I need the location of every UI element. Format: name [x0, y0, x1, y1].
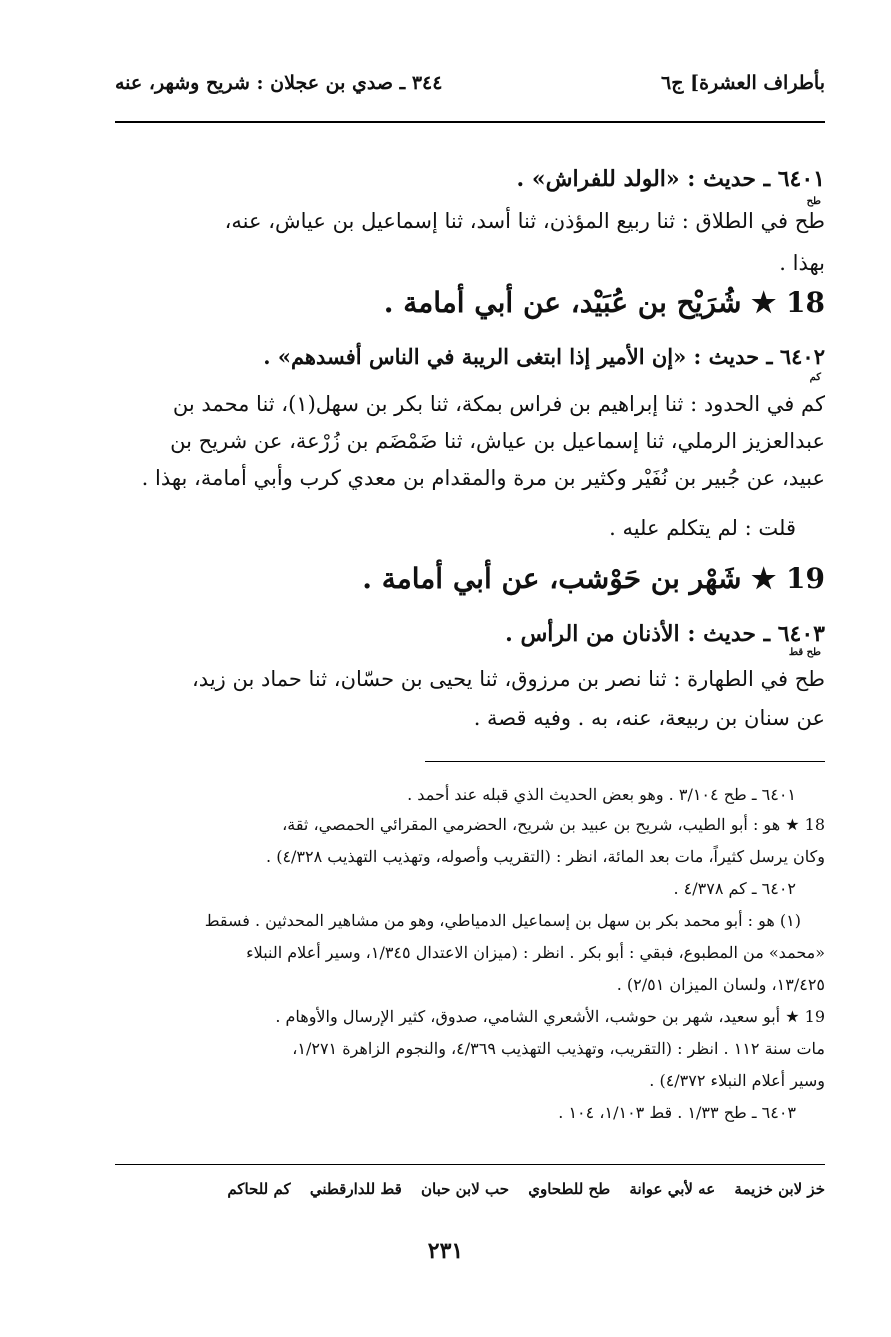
page-number: ٢٣١ — [427, 1238, 464, 1264]
narrator-19-heading: 19 ★ شَهْر بن حَوْشب، عن أبي أمامة . — [362, 562, 825, 595]
abbreviation-legend — [115, 1180, 825, 1198]
legend-abu-awanah: عه لأبي عوانة — [629, 1180, 716, 1198]
hadith-6403-symbol: طح قط — [788, 647, 821, 658]
hadith-6401-line-2: بهذا . — [779, 251, 825, 275]
legend-tahawi: طح للطحاوي — [528, 1180, 611, 1198]
hadith-6402-symbol: كم — [809, 372, 821, 383]
legend-ibn-hibban: حب لابن حبان — [421, 1180, 510, 1198]
running-header — [115, 72, 825, 112]
legend-rule — [115, 1164, 825, 1165]
legend-daraqutni: قط للدارقطني — [309, 1180, 402, 1198]
header-volume: بأطراف العشرة] ج٦ — [661, 72, 825, 94]
footnote-6401: ٦٤٠١ ـ طح ٣/١٠٤ . وهو بعض الحديث الذي قبله عند أحمد . — [407, 785, 796, 804]
footnote-18-line-2: وكان يرسل كثيراً، مات بعد المائة، انظر : (التقريب وأصوله، وتهذيب التهذيب ٤/٣٢٨) . — [266, 847, 825, 866]
footnote-1-line-1: (١) هو : أبو محمد بكر بن سهل بن إسماعيل الدمياطي، وهو من مشاهير المحدثين . فسقط — [204, 911, 801, 930]
legend-ibn-khuzaymah: خز لابن خزيمة — [734, 1180, 825, 1198]
footnote-6402: ٦٤٠٢ ـ كم ٤/٣٧٨ . — [673, 879, 796, 898]
footnote-19-line-1: 19 ★ أبو سعيد، شهر بن حوشب، الأشعري الشامي، صدوق، كثير الإرسال والأوهام . — [275, 1007, 825, 1026]
hadith-6402-line-1: كم في الحدود : ثنا إبراهيم بن فراس بمكة، ثنا بكر بن سهل(١)، ثنا محمد بن — [172, 392, 825, 416]
hadith-6403-line-1: طح في الطهارة : ثنا نصر بن مرزوق، ثنا يحيى بن حسّان، ثنا حماد بن زيد، — [192, 667, 825, 691]
hadith-6402-line-2: عبدالعزيز الرملي، ثنا إسماعيل بن عياش، ثنا ضَمْضَم بن زُرْعة، عن شريح بن — [170, 429, 825, 453]
footnote-1-line-2: «محمد» من المطبوع، فبقي : أبو بكر . انظر : (ميزان الاعتدال ١/٣٤٥، وسير أعلام النبلاء — [246, 943, 825, 962]
hadith-6402-line-3: عبيد، عن جُبير بن نُفَيْر وكثير بن مرة والمقدام بن معدي كرب وأبي أمامة، بهذا . — [141, 466, 825, 490]
hadith-6401-symbol: طح — [806, 196, 821, 207]
narrator-18-heading: 18 ★ شُرَيْح بن عُبَيْد، عن أبي أمامة . — [383, 286, 825, 319]
footnote-rule — [425, 761, 825, 762]
hadith-6403-line-2: عن سنان بن ربيعة، عنه، به . وفيه قصة . — [473, 706, 825, 730]
hadith-6401-title: ٦٤٠١ ـ حديث : «الولد للفراش» . — [516, 166, 825, 192]
footnote-18-line-1: 18 ★ هو : أبو الطيب، شريح بن عبيد بن شريح، الحضرمي المقرائي الحمصي، ثقة، — [282, 815, 825, 834]
footnote-19-line-3: وسير أعلام النبلاء ٤/٣٧٢) . — [649, 1071, 825, 1090]
legend-hakim: كم للحاكم — [227, 1180, 291, 1198]
footnote-19-line-2: مات سنة ١١٢ . انظر : (التقريب، وتهذيب التهذيب ٤/٣٦٩، والنجوم الزاهرة ١/٢٧١، — [292, 1039, 825, 1058]
hadith-6401-line-1: طح في الطلاق : ثنا ربيع المؤذن، ثنا أسد، ثنا إسماعيل بن عياش، عنه، — [224, 209, 825, 233]
hadith-6402-title: ٦٤٠٢ ـ حديث : «إن الأمير إذا ابتغى الريبة في الناس أفسدهم» . — [263, 344, 825, 369]
header-rule — [115, 121, 825, 123]
header-chapter: ٣٤٤ ـ صدي بن عجلان : شريح وشهر، عنه — [115, 72, 443, 94]
hadith-6403-title: ٦٤٠٣ ـ حديث : الأذنان من الرأس . — [505, 621, 825, 647]
footnote-1-line-3: ١٣/٤٢٥، ولسان الميزان ٢/٥١) . — [616, 975, 825, 994]
footnote-6403: ٦٤٠٣ ـ طح ١/٣٣ . قط ١/١٠٣، ١٠٤ . — [558, 1103, 796, 1122]
hadith-6402-remark: قلت : لم يتكلم عليه . — [609, 516, 796, 540]
